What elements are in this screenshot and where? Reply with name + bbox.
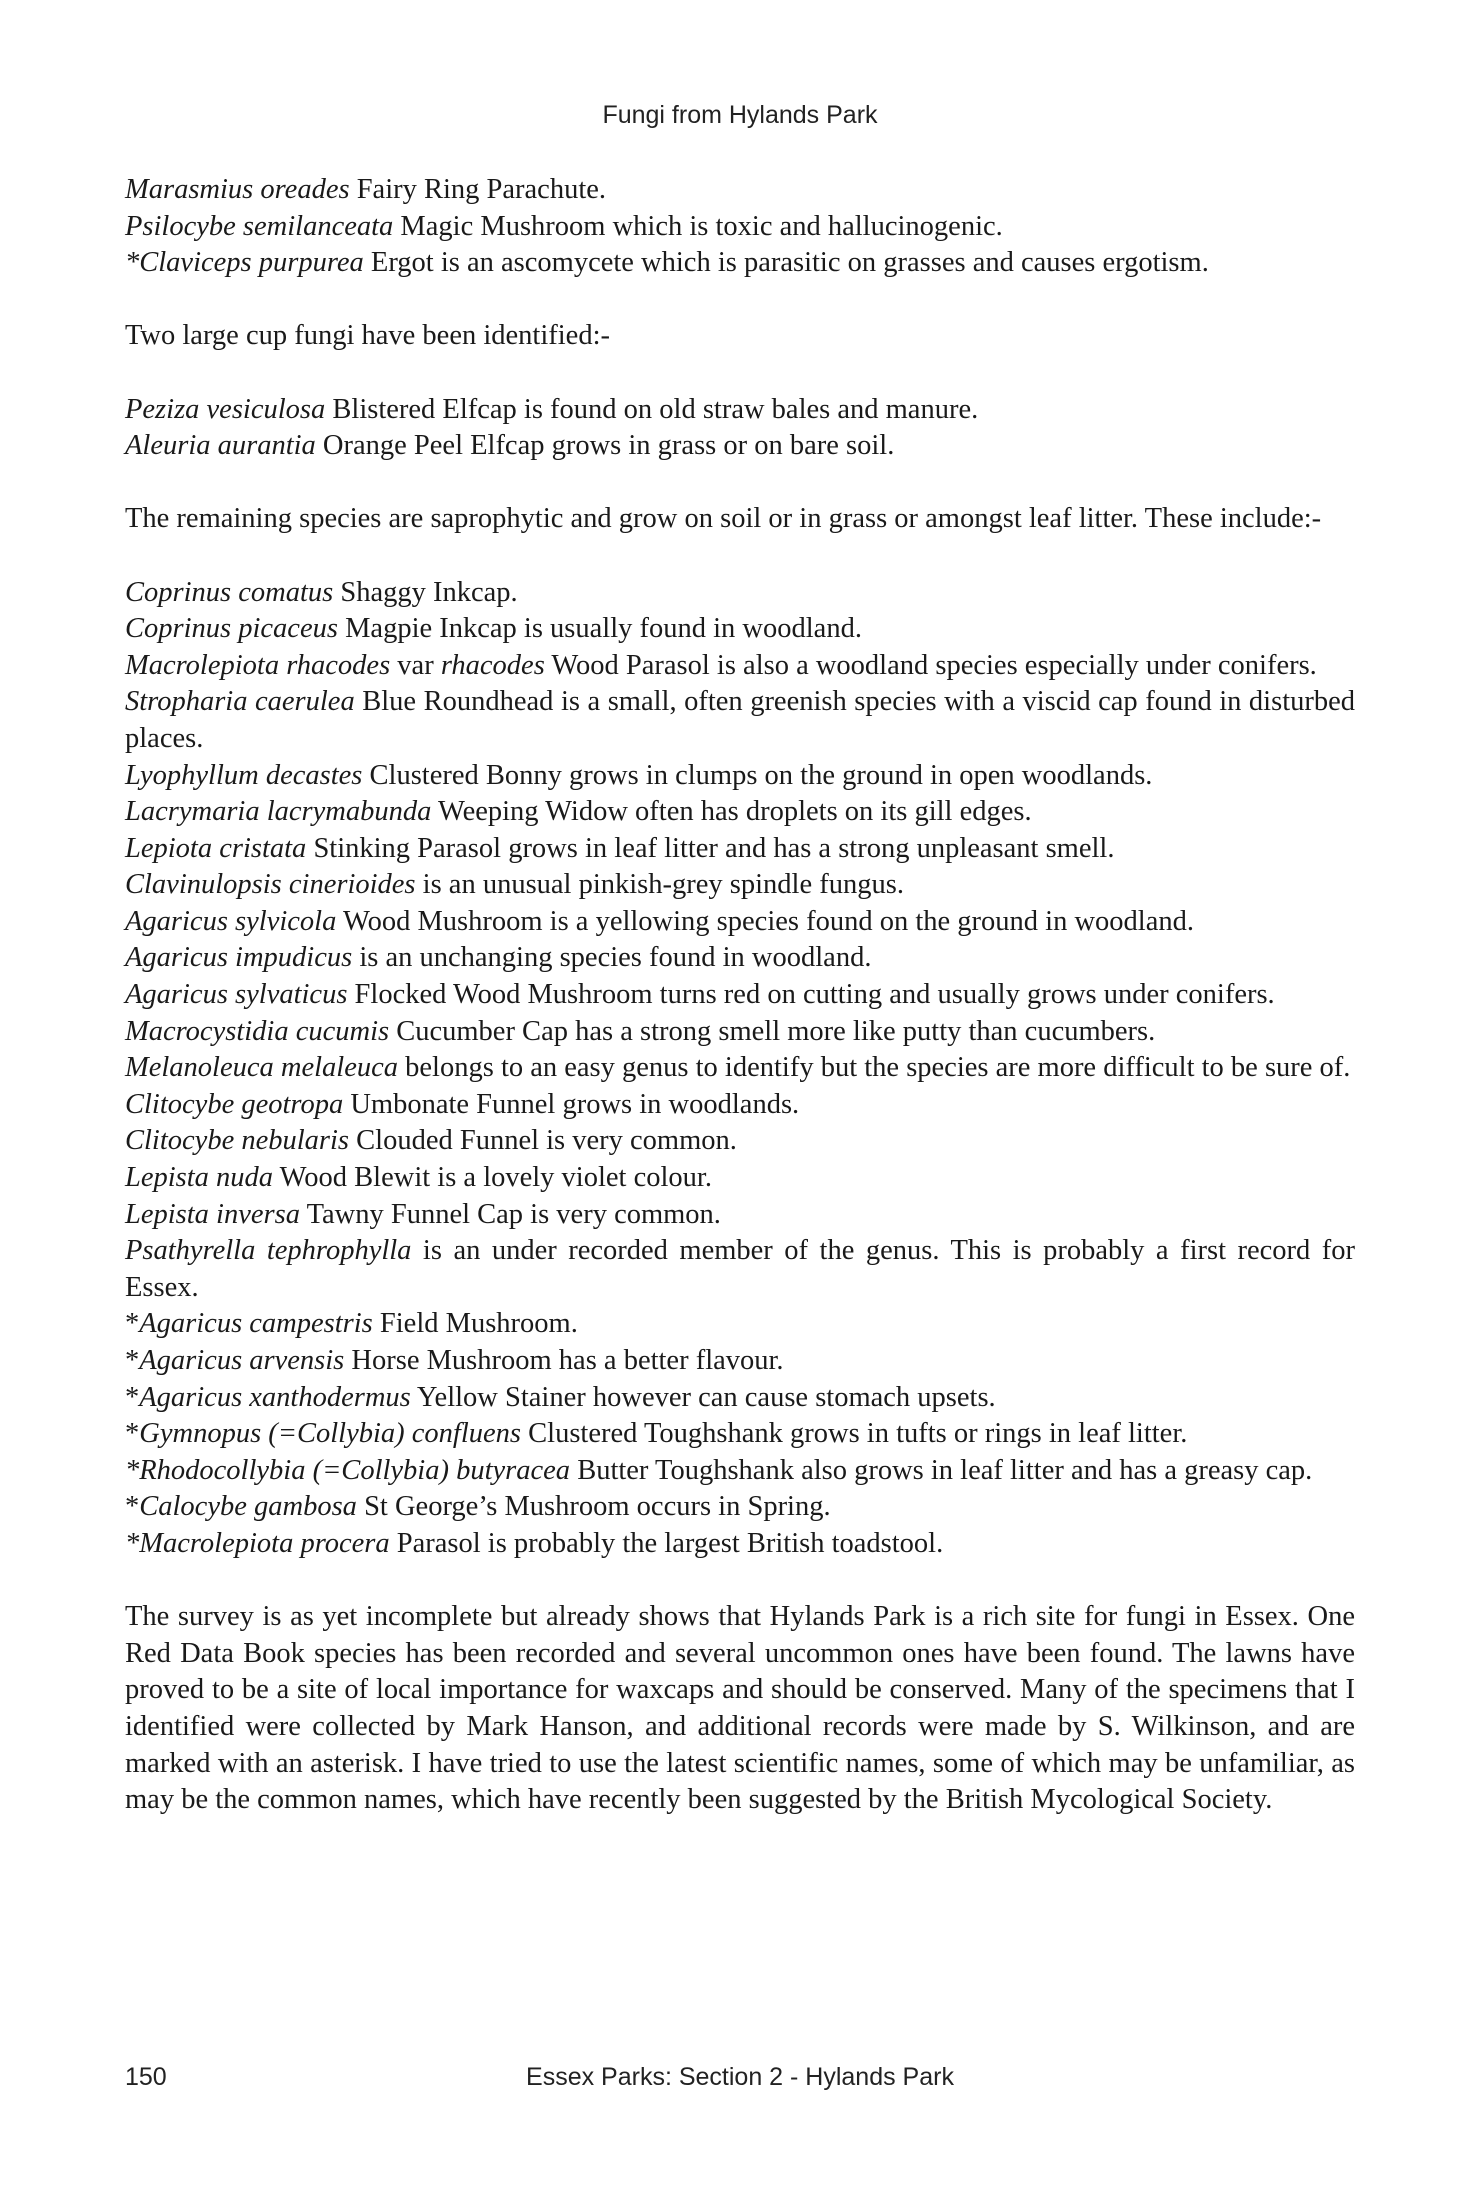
species-list-top [125, 172, 1355, 282]
cup-fungi-list [125, 392, 1355, 465]
list-item: Melanoleuca melaleuca belongs to an easy genus to identify but the species are more difficult to be sure of. [125, 1052, 1351, 1084]
list-item: Aleuria aurantia Orange Peel Elfcap grows in grass or on bare soil. [125, 430, 895, 462]
running-footer: Essex Parks: Section 2 - Hylands Park [526, 2063, 954, 2091]
list-item: *Gymnopus (=Collybia) confluens Clustered Toughshank grows in tufts or rings in leaf litter. [125, 1418, 1188, 1450]
list-item: Peziza vesiculosa Blistered Elfcap is found on old straw bales and manure. [125, 393, 979, 425]
list-item: Psilocybe semilanceata Magic Mushroom which is toxic and hallucinogenic. [125, 210, 1003, 242]
page-number: 150 [125, 2063, 167, 2091]
species-list [125, 575, 1355, 1563]
list-item: *Macrolepiota procera Parasol is probably the largest British toadstool. [125, 1527, 944, 1559]
list-item: Psathyrella tephrophylla is an under recorded member of the genus. This is probably a first record for Essex. [125, 1235, 1355, 1303]
list-item: Clavinulopsis cinerioides is an unusual pinkish-grey spindle fungus. [125, 869, 904, 901]
list-item: Coprinus picaceus Magpie Inkcap is usually found in woodland. [125, 613, 862, 645]
list-item: *Agaricus campestris Field Mushroom. [125, 1308, 578, 1340]
list-item: Clitocybe nebularis Clouded Funnel is very common. [125, 1125, 737, 1157]
body-text [125, 172, 1355, 1819]
conclusion-paragraph: The survey is as yet incomplete but already shows that Hylands Park is a rich site for fungi in Essex. One Red Data Book species has been recorded and several uncommon ones have been found. The lawns have proved to be a site of local importance for waxcaps and should be conserved. Many of the specimens that I identified were collected by Mark Hanson, and additional records were made by S. Wilkinson, and are marked with an asterisk. I have tried to use the latest scientific names, some of which may be unfamiliar, as may be the common names, which have recently been suggested by the British Mycological Society. [125, 1601, 1355, 1816]
list-item: *Calocybe gambosa St George’s Mushroom occurs in Spring. [125, 1491, 831, 1523]
cup-fungi-intro: Two large cup fungi have been identified:- [125, 320, 610, 352]
list-item: *Agaricus arvensis Horse Mushroom has a better flavour. [125, 1345, 784, 1376]
list-item: Lepiota cristata Stinking Parasol grows in leaf litter and has a strong unpleasant smell. [125, 832, 1115, 864]
remaining-species-intro: The remaining species are saprophytic and grow on soil or in grass or amongst leaf litter. These include:- [125, 503, 1322, 535]
list-item: Lepista nuda Wood Blewit is a lovely violet colour. [125, 1162, 712, 1194]
list-item: Macrolepiota rhacodes var rhacodes Wood Parasol is also a woodland species especially under conifers. [125, 649, 1317, 681]
list-item: Clitocybe geotropa Umbonate Funnel grows in woodlands. [125, 1088, 800, 1120]
list-item: Agaricus sylvaticus Flocked Wood Mushroom turns red on cutting and usually grows under conifers. [125, 979, 1275, 1011]
list-item: Stropharia caerulea Blue Roundhead is a small, often greenish species with a viscid cap found in disturbed places. [125, 686, 1356, 754]
list-item: Marasmius oreades Fairy Ring Parachute. [125, 174, 607, 205]
list-item: Coprinus comatus Shaggy Inkcap. [125, 576, 518, 608]
list-item: *Claviceps purpurea Ergot is an ascomycete which is parasitic on grasses and causes ergotism. [125, 247, 1209, 279]
list-item: Lacrymaria lacrymabunda Weeping Widow often has droplets on its gill edges. [125, 796, 1032, 828]
list-item: *Rhodocollybia (=Collybia) butyracea Butter Toughshank also grows in leaf litter and has a greasy cap. [125, 1454, 1313, 1486]
list-item: *Agaricus xanthodermus Yellow Stainer however can cause stomach upsets. [125, 1381, 996, 1413]
list-item: Lyophyllum decastes Clustered Bonny grows in clumps on the ground in open woodlands. [125, 759, 1153, 791]
list-item: Macrocystidia cucumis Cucumber Cap has a strong smell more like putty than cucumbers. [125, 1015, 1156, 1047]
running-header: Fungi from Hylands Park [602, 101, 878, 129]
list-item: Lepista inversa Tawny Funnel Cap is very common. [125, 1198, 721, 1230]
list-item: Agaricus impudicus is an unchanging species found in woodland. [125, 942, 872, 974]
list-item: Agaricus sylvicola Wood Mushroom is a yellowing species found on the ground in woodland. [125, 905, 1194, 937]
